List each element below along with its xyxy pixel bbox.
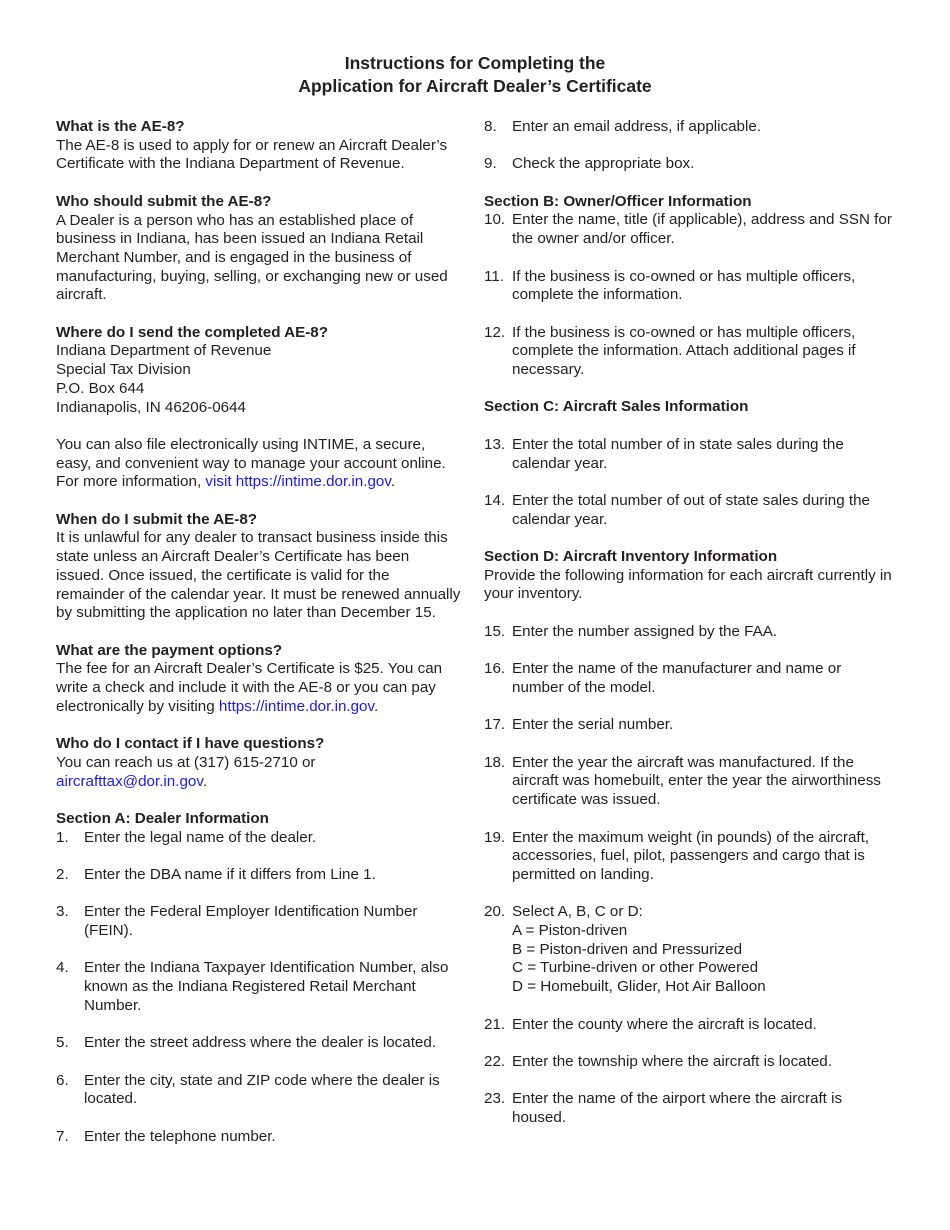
list-item [484,211,894,248]
address-line: Indianapolis, IN 46206-0644 [56,398,246,416]
item-number: 4. [56,959,69,977]
where-section [56,324,461,418]
list-item [484,1016,894,1035]
item-text: Enter an email address, if applicable. [512,118,762,135]
list-item [484,660,894,697]
item-number: 14. [484,491,506,509]
item-text: Enter the year the aircraft was manufactured. If the aircraft was homebuilt, enter the year the airworthiness certificate was issued. [512,753,881,809]
item-text: Enter the name, title (if applicable), address and SSN for the owner and/or officer. [512,211,892,248]
contact-section [56,735,461,791]
item-text: Enter the legal name of the dealer. [84,828,317,846]
page-title [0,52,950,97]
item-number: 6. [56,1071,69,1089]
item-text: Enter the serial number. [512,716,674,734]
who-heading: Who should submit the AE-8? [56,192,272,210]
payment-text: The fee for an Aircraft Dealer’s Certificate is $25. You can write a check and include it with the AE-8 or you can pay electronically by visiting [56,660,443,715]
list-item [484,324,894,380]
item-number: 18. [484,753,506,771]
item-text [512,903,894,997]
when-heading: When do I submit the AE-8? [56,510,258,528]
who-body: A Dealer is a person who has an established place of business in Indiana, has been issued an Indiana Retail Merchant Number, and is engaged in the business of manufacturing, buying, selling, or exchanging new or used aircraft. [56,211,448,304]
section-d-header [484,548,894,604]
item-number: 15. [484,622,506,640]
list-item [484,268,894,305]
section-a-heading: Section A: Dealer Information [56,809,269,827]
item-text: Enter the total number of out of state sales during the calendar year. [512,491,870,528]
list-item [484,492,894,529]
item-text: Enter the DBA name if it differs from Line 1. [84,866,376,883]
item-number: 10. [484,211,506,229]
item-text: Enter the name of the airport where the aircraft is housed. [512,1090,843,1126]
section-c-heading: Section C: Aircraft Sales Information [484,398,749,416]
address-line: P.O. Box 644 [56,379,145,397]
item-text: If the business is co-owned or has multiple officers, complete the information. [512,267,856,304]
payment-body [56,660,461,716]
list-item [484,754,894,810]
list-item [484,155,894,174]
item-number: 12. [484,323,506,341]
list-item [484,829,894,885]
electronic-filing-section [56,436,461,492]
list-item [56,866,461,885]
section-a [56,810,461,1147]
item-text: Enter the total number of in state sales during the calendar year. [512,435,844,472]
punctuation: . [373,697,379,715]
where-heading: Where do I send the completed AE-8? [56,323,329,341]
title-line-2: Application for Aircraft Dealer’s Certificate [298,75,652,96]
list-item [484,1053,894,1072]
who-section [56,193,461,305]
contact-email-line [56,773,461,792]
contact-heading: Who do I contact if I have questions? [56,735,325,753]
list-item [56,903,461,940]
list-item [56,1072,461,1109]
section-d-intro: Provide the following information for each aircraft currently in your inventory. [484,566,892,603]
item-number: 13. [484,435,506,453]
item-text: Check the appropriate box. [512,155,695,173]
item-number: 11. [484,267,504,285]
item-number: 21. [484,1015,506,1033]
item-number: 5. [56,1034,69,1052]
item-text: Enter the telephone number. [84,1127,276,1145]
payment-section [56,642,461,717]
item-text: Enter the Indiana Taxpayer Identification Number, also known as the Indiana Registered Retail Merchant Number. [84,959,449,1014]
right-column [484,118,894,1128]
item-text: Enter the township where the aircraft is located. [512,1052,832,1070]
when-section [56,511,461,623]
address-line: Indiana Department of Revenue [56,342,272,360]
list-item [56,1128,461,1147]
item-text: Enter the maximum weight (in pounds) of the aircraft, accessories, fuel, pilot, passengers and cargo that is permitted on landing. [512,828,870,883]
list-item [484,623,894,642]
aircraft-type-option: C = Turbine-driven or other Powered [512,959,759,977]
item-text: Enter the county where the aircraft is located. [512,1015,817,1033]
aircraft-type-option: B = Piston-driven and Pressurized [512,940,743,958]
punctuation: . [390,473,396,491]
payment-link[interactable]: https://intime.dor.in.gov [218,697,374,715]
item-text: If the business is co-owned or has multiple officers, complete the information. Attach additional pages if necessary. [512,323,856,379]
item-text: Enter the name of the manufacturer and name or number of the model. [512,660,842,696]
list-item [56,959,461,1015]
item-text: Enter the street address where the dealer is located. [84,1034,437,1052]
list-item [56,829,461,848]
aircraft-type-option: A = Piston-driven [512,922,628,940]
electronic-filing-text [56,436,461,492]
what-body: The AE-8 is used to apply for or renew an Aircraft Dealer’s Certificate with the Indiana Department of Revenue. [56,136,448,173]
item-number: 1. [56,828,69,846]
item-number: 8. [484,118,497,135]
item-text: Enter the Federal Employer Identification Number (FEIN). [84,903,418,940]
item-number: 7. [56,1127,69,1145]
item-number: 23. [484,1090,506,1108]
item-number: 20. [484,903,506,921]
item-text: Enter the number assigned by the FAA. [512,622,778,640]
title-line-1: Instructions for Completing the [344,53,606,73]
punctuation: . [202,772,208,790]
item-text: Enter the city, state and ZIP code where the dealer is located. [84,1071,440,1108]
electronic-filing-body: You can also file electronically using INTIME, a secure, easy, and convenient way to manage your account online. For more information, [56,435,446,491]
when-body: It is unlawful for any dealer to transact business inside this state unless an Aircraft Dealer’s Certificate has been issued. Once issued, the certificate is valid for the remainder of the calendar year. It must be renewed annually by submitting the application no later than December 15. [56,529,461,622]
address-line: Special Tax Division [56,361,191,379]
item-number: 22. [484,1052,506,1070]
email-link[interactable]: aircrafttax@dor.in.gov [56,772,203,790]
item-number: 17. [484,716,506,734]
contact-body: You can reach us at (317) 615-2710 or [56,753,316,771]
list-item [484,903,894,997]
payment-heading: What are the payment options? [56,641,283,659]
aircraft-type-option: D = Homebuilt, Glider, Hot Air Balloon [512,978,766,996]
list-item [484,1090,894,1127]
list-item [484,716,894,735]
item-20-text: Select A, B, C or D: [512,903,643,921]
list-item [484,436,894,473]
section-b-heading: Section B: Owner/Officer Information [484,192,752,210]
section-d-heading: Section D: Aircraft Inventory Information [484,548,778,566]
item-number: 19. [484,828,506,846]
list-item [484,118,894,137]
what-heading: What is the AE-8? [56,118,185,135]
item-number: 9. [484,155,497,173]
left-column [56,118,461,1146]
item-number: 3. [56,903,69,921]
what-section [56,118,461,174]
intime-link[interactable]: visit https://intime.dor.in.gov [205,473,391,491]
list-item [56,1034,461,1053]
item-number: 16. [484,660,506,678]
item-number: 2. [56,866,69,883]
